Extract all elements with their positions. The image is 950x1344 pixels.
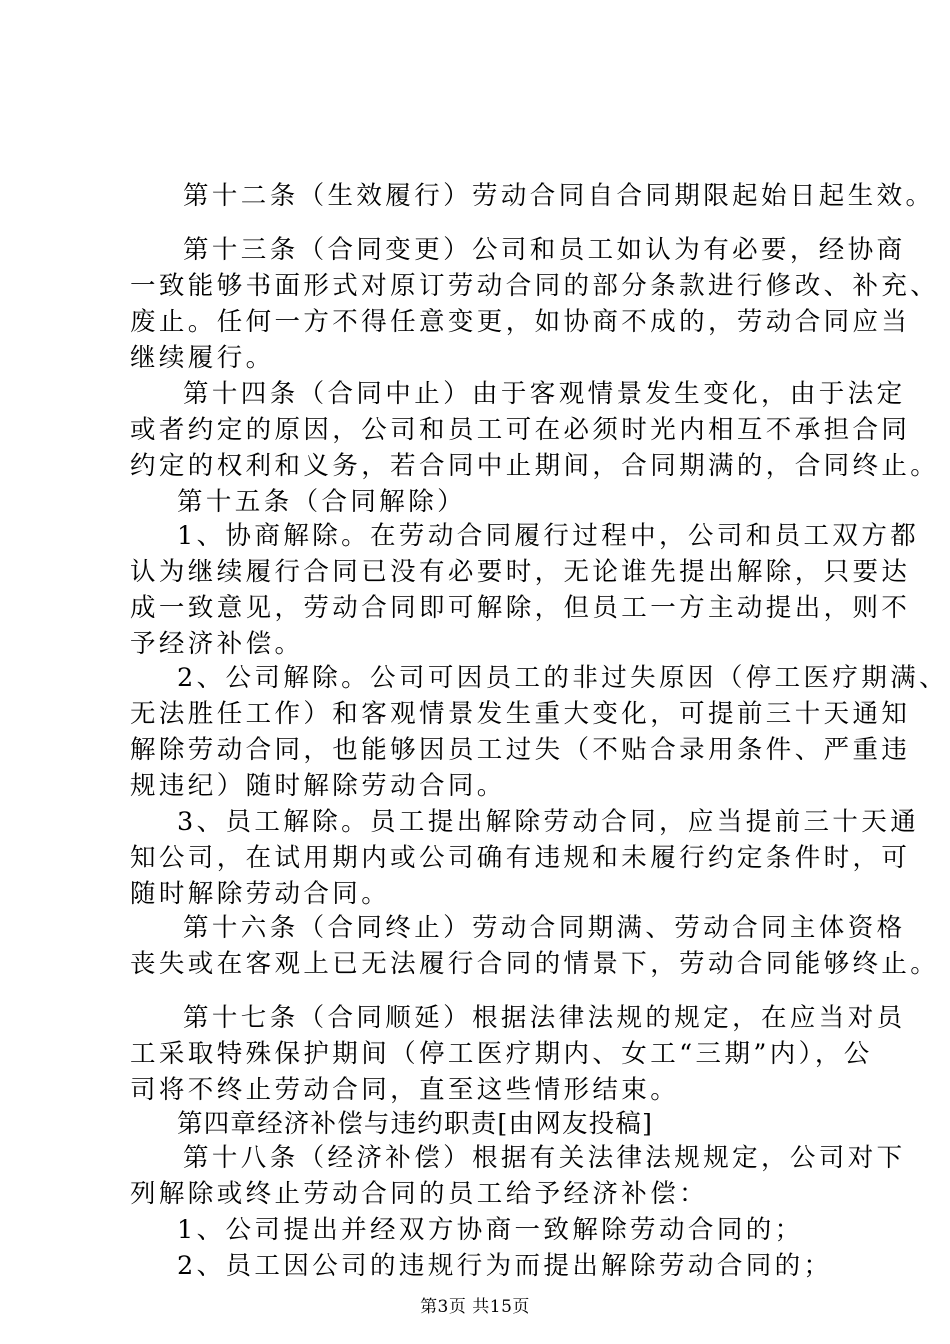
- paragraph-line: 认为继续履行合同已没有必要时，无论谁先提出解除，只要达: [130, 557, 911, 587]
- paragraph-line: 随时解除劳动合同。: [130, 879, 391, 909]
- paragraph-line: 第十八条（经济补偿）根据有关法律法规规定，公司对下: [183, 1143, 906, 1173]
- paragraph-line: 一致能够书面形式对原订劳动合同的部分条款进行修改、补充、: [130, 271, 940, 301]
- paragraph-line: 成一致意见，劳动合同即可解除，但员工一方主动提出，则不: [130, 593, 911, 623]
- paragraph-line: 第十三条（合同变更）公司和员工如认为有必要，经协商: [183, 235, 906, 265]
- list-item: 2、员工因公司的违规行为而提出解除劳动合同的；: [177, 1251, 833, 1281]
- paragraph-line: 或者约定的原因，公司和员工可在必须时光内相互不承担合同: [130, 415, 911, 445]
- paragraph-line: 1、协商解除。在劳动合同履行过程中，公司和员工双方都: [177, 521, 920, 551]
- paragraph-line: 规违纪）随时解除劳动合同。: [130, 771, 506, 801]
- paragraph-line: 解除劳动合同，也能够因员工过失（不贴合录用条件、严重违: [130, 735, 911, 765]
- paragraph-line: 第十六条（合同终止）劳动合同期满、劳动合同主体资格: [183, 913, 906, 943]
- paragraph-line: 废止。任何一方不得任意变更，如协商不成的，劳动合同应当: [130, 307, 911, 337]
- paragraph-line: 第十二条（生效履行）劳动合同自合同期限起始日起生效。: [183, 181, 935, 211]
- paragraph-line: 予经济补偿。: [130, 629, 304, 659]
- chapter-heading: 第四章经济补偿与违约职责[由网友投稿]: [177, 1109, 654, 1139]
- page-number-footer: 第3页 共15页: [420, 1297, 530, 1317]
- paragraph-line: 丧失或在客观上已无法履行合同的情景下，劳动合同能够终止。: [130, 949, 940, 979]
- paragraph-line: 继续履行。: [130, 343, 275, 373]
- paragraph-line: 2、公司解除。公司可因员工的非过失原因（停工医疗期满、: [177, 663, 949, 693]
- paragraph-line: 知公司，在试用期内或公司确有违规和未履行约定条件时，可: [130, 843, 911, 873]
- paragraph-line: 列解除或终止劳动合同的员工给予经济补偿：: [130, 1179, 709, 1209]
- section-heading: 第十五条（合同解除）: [177, 487, 467, 517]
- list-item: 1、公司提出并经双方协商一致解除劳动合同的；: [177, 1215, 804, 1245]
- paragraph-line: 3、员工解除。员工提出解除劳动合同，应当提前三十天通: [177, 807, 920, 837]
- paragraph-line: 约定的权利和义务，若合同中止期间，合同期满的，合同终止。: [130, 451, 940, 481]
- paragraph-line: 无法胜任工作）和客观情景发生重大变化，可提前三十天通知: [130, 699, 911, 729]
- paragraph-line: 第十四条（合同中止）由于客观情景发生变化，由于法定: [183, 379, 906, 409]
- paragraph-line: 工采取特殊保护期间（停工医疗期内、女工“三期”内），公: [130, 1039, 873, 1069]
- paragraph-line: 司将不终止劳动合同，直至这些情形结束。: [130, 1075, 680, 1105]
- paragraph-line: 第十七条（合同顺延）根据法律法规的规定，在应当对员: [183, 1003, 906, 1033]
